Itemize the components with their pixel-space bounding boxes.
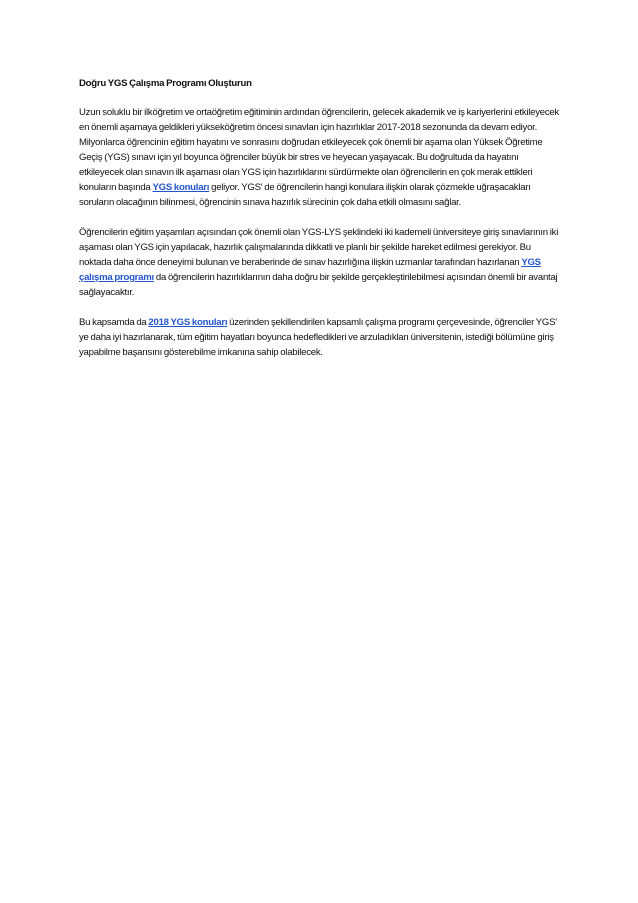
paragraph-3-text-a: Bu kapsamda da: [79, 317, 149, 328]
paragraph-3-text-b: üzerinden şekillendirilen kapsamlı çalışma programı çerçevesinde, öğrenciler YGS' ye daha iyi hazırlanarak, tüm eğitim hayatları boyunca hedefledikleri ve arzuladıkları üniversitenin, istediği bölümüne giriş yapabilme başarısını gösterebilme imkanına sahip olabilecek.: [79, 317, 557, 358]
link-ygs-calisma-programi[interactable]: YGS çalışma programı: [79, 257, 541, 283]
paragraph-2-text-a: Öğrencilerin eğitim yaşamları açısından çok önemli olan YGS-LYS şeklindeki iki kademeli üniversiteye giriş sınavlarının iki aşaması olan YGS için yapılacak, hazırlık çalışmalarında dikkatli ve planlı bir şekilde hareket edilmesi gerekiyor. Bu noktada daha önce deneyimi bulunan ve beraberinde de sınav hazırlığına ilişkin uzmanlar tarafından hazırlanan: [79, 227, 559, 268]
document-title: Doğru YGS Çalışma Programı Oluşturun: [79, 78, 252, 89]
document-body: [79, 76, 563, 375]
link-2018-ygs-konulari[interactable]: 2018 YGS konuları: [148, 317, 228, 328]
paragraph-1-text-b: geliyor. YGS' de öğrencilerin hangi konulara ilişkin olarak çözmekle uğraşacakları soruların olacağının bilinmesi, öğrencinin sınava hazırlık sürecinin çok daha etkili olmasını sağlar.: [79, 182, 531, 208]
paragraph-3: [79, 315, 563, 360]
paragraph-1-text-a: Uzun soluklu bir ilköğretim ve ortaöğretim eğitiminin ardından öğrencilerin, gelecek akademik ve iş kariyerlerini etkileyecek en önemli aşamaya geldikleri yükseköğretim öncesi sınavları için hazırlıklar 2017-2018 sezonunda da devam ediyor. Milyonlarca öğrencinin eğitim hayatını ve sonrasını doğrudan etkileyecek çok önemli bir aşama olan Yüksek Öğretime Geçiş (YGS) sınavı için yıl boyunca öğrenciler büyük bir stres ve heyecan yaşayacak. Bu doğrultuda da hayatını etkileyecek olan sınavın ilk aşaması olan YGS için hazırlıklarını sürdürmekte olan öğrencilerin en çok merak ettikleri konuların başında: [79, 107, 560, 193]
paragraph-1: [79, 105, 563, 210]
link-ygs-konulari[interactable]: YGS konuları: [152, 182, 210, 193]
paragraph-2-text-b: da öğrencilerin hazırlıklarının daha doğru bir şekilde gerçekleştirilebilmesi açısından önemli bir avantaj sağlayacaktır.: [79, 272, 558, 298]
paragraph-2: [79, 225, 563, 300]
